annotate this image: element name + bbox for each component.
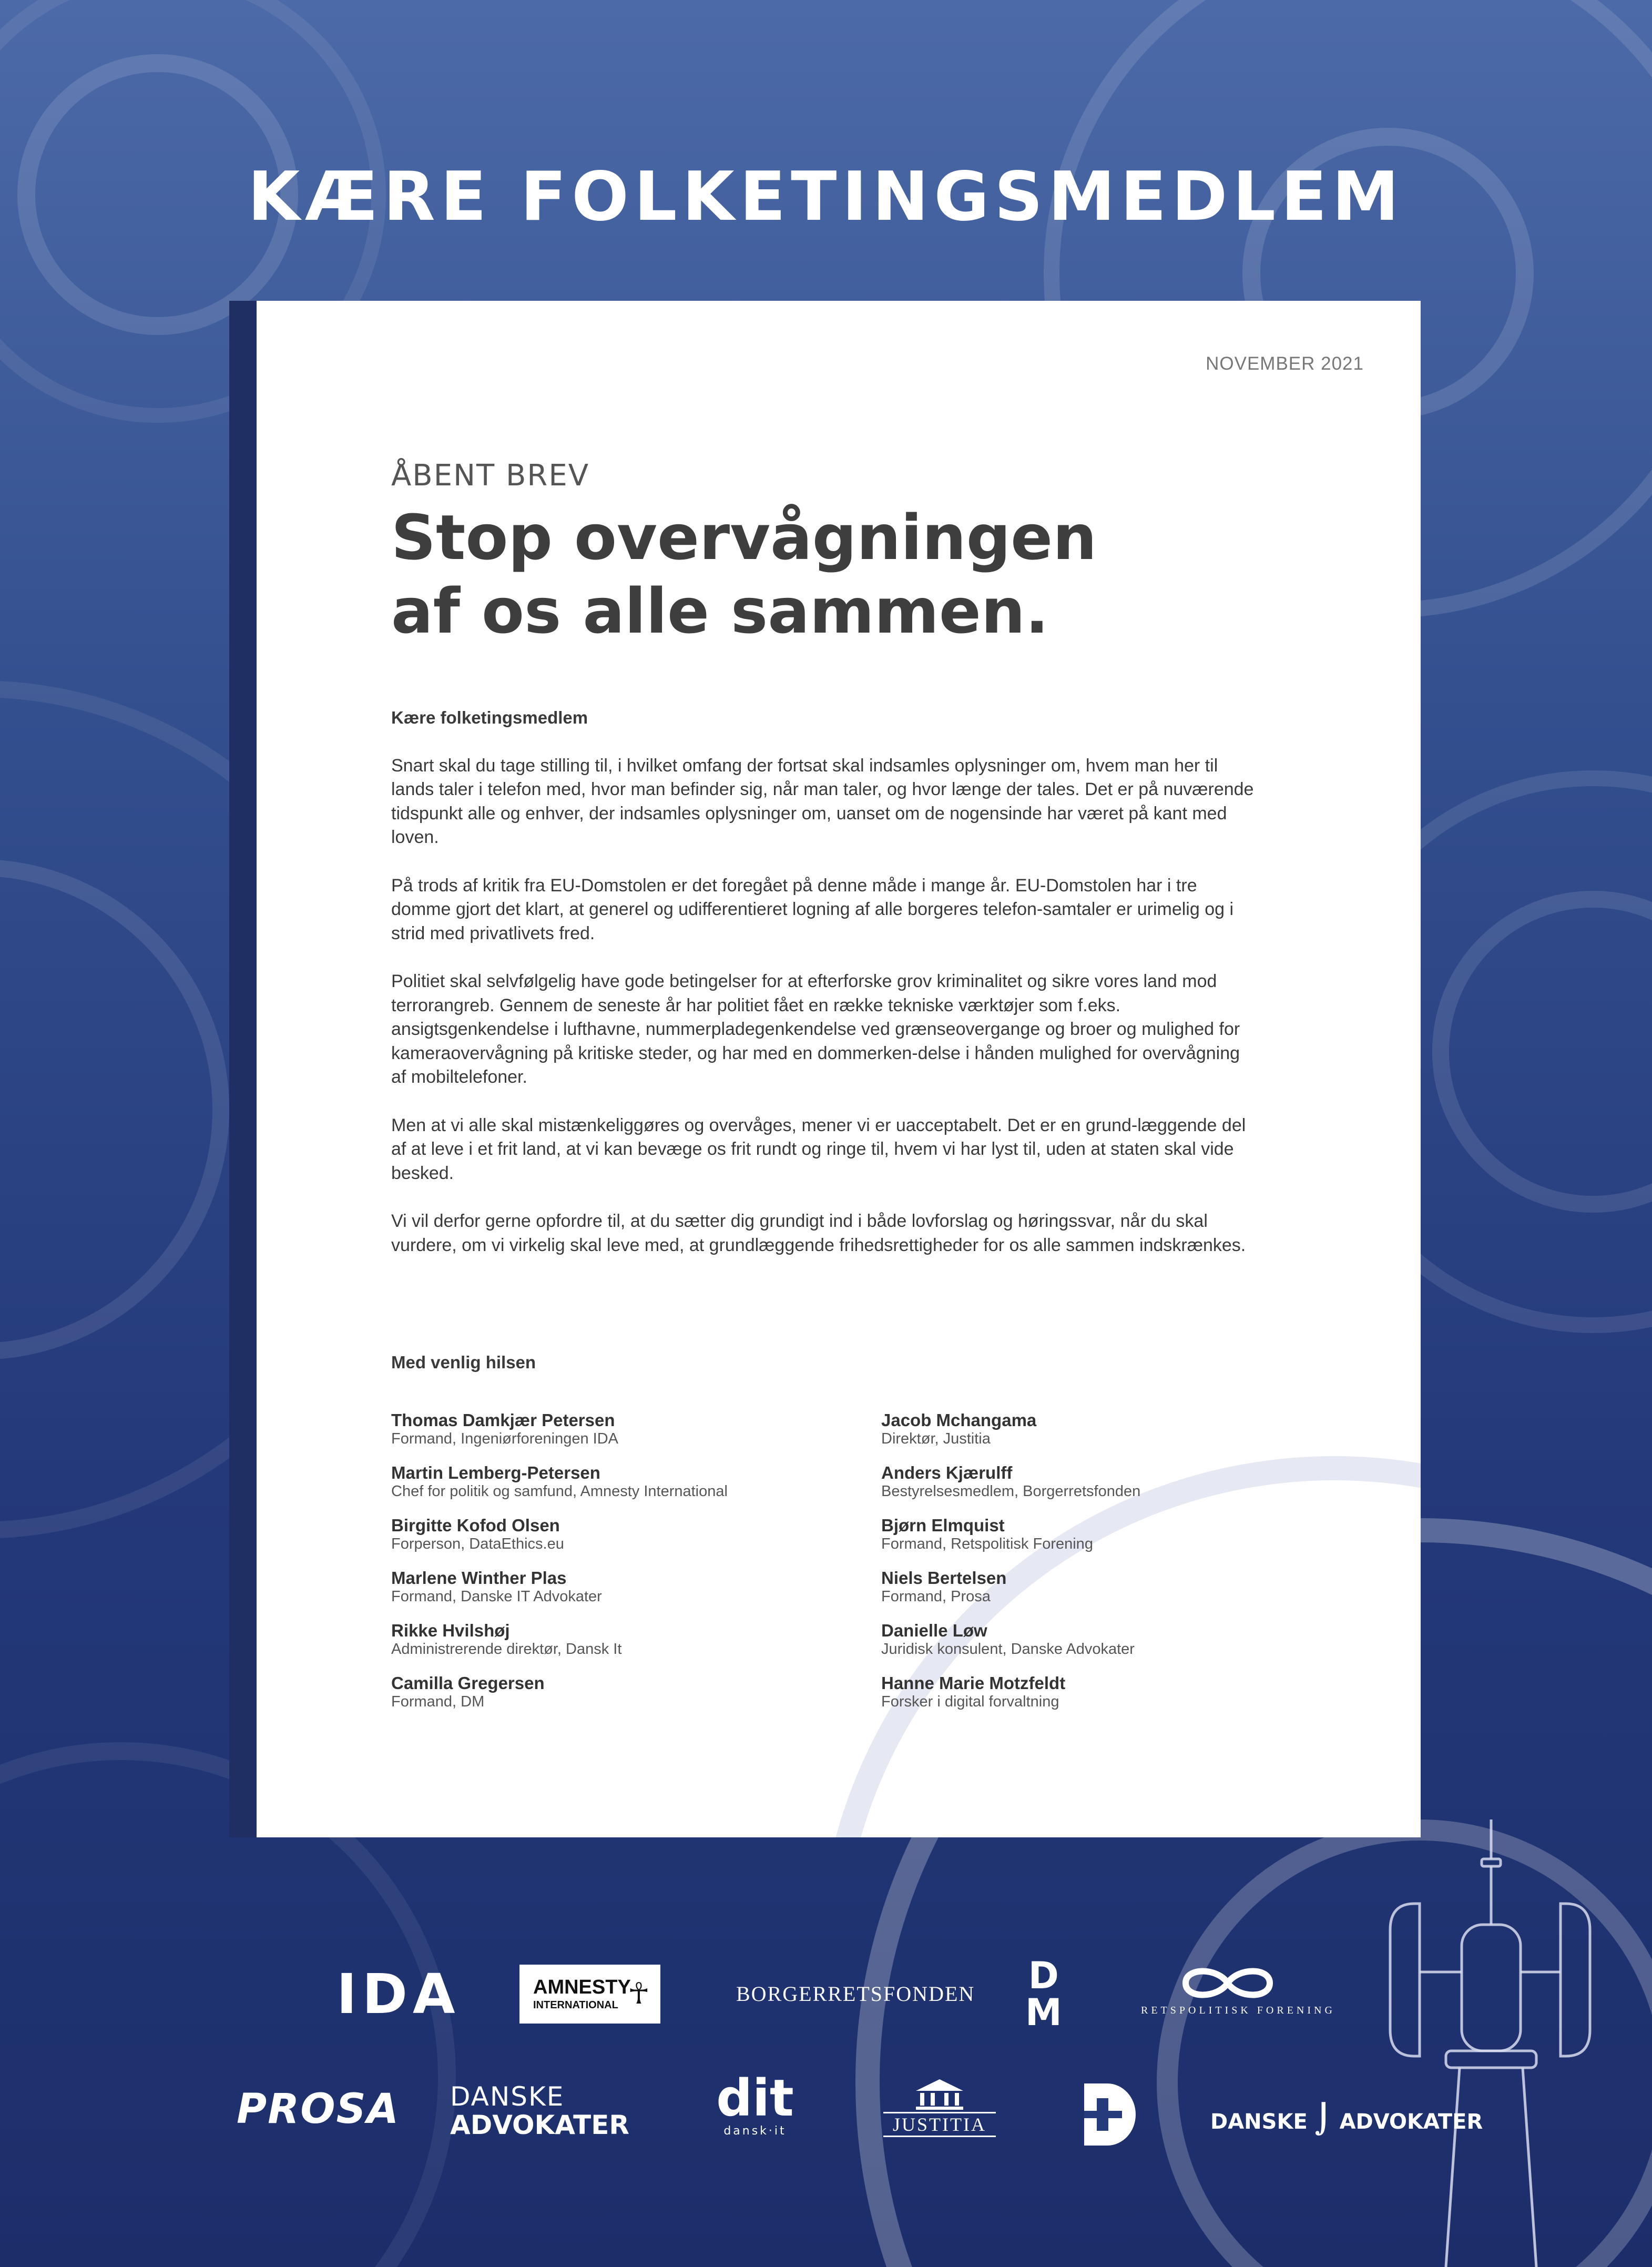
ida-logo: IDA [336,1962,461,2026]
signatory-role: Forsker i digital forvaltning [881,1693,1059,1710]
signatory [391,1621,864,1673]
signatory-name: Martin Lemberg-Petersen [391,1463,600,1482]
it-mark-icon: ⌡ [1314,2102,1332,2136]
letter-body [391,706,1259,1282]
signatory [391,1568,864,1621]
signatory-role: Formand, Retspolitisk Forening [881,1536,1093,1552]
signatory [881,1673,1354,1726]
signatory [881,1463,1354,1516]
letter-salutation: Kære folketingsmedlem [391,708,588,727]
signatory-name: Rikke Hvilshøj [391,1621,510,1640]
letter-kicker: ÅBENT BREV [391,459,590,493]
letter-paragraph-3: Politiet skal selvfølgelig have gode betingelser for at efterforske grov kriminalitet og sikre vores land mod terrorangreb. Gennem de seneste år har politiet fået en række tekniske værktøjer som f.eks. ansigtsgenkendelse i lufthavne, nummerpladegenkendelse ved grænseovergange og broer og mulighed for kameraovervågning på kritiske steder, og har med en dommerken-delse i hånden mulighed for overvågning af mobiltelefoner. [391,971,1240,1087]
signatory [881,1410,1354,1463]
signatory [881,1568,1354,1621]
amnesty-logo: AMNESTY INTERNATIONAL ☥ [519,1965,660,2024]
letter-paragraph-2: På trods af kritik fra EU-Domstolen er det foregået på denne måde i mange år. EU-Domstolen har i tre domme gjort det klart, at generel og udifferentieret logning af alle borgeres telefon-samtaler er urimelig og i strid med privatlivets fred. [391,875,1234,943]
signatory-name: Anders Kjærulff [881,1463,1013,1482]
borgerretsfonden-logo: BORGERRETSFONDEN [736,1982,975,2006]
signatory-name: Camilla Gregersen [391,1673,545,1693]
signatory-role: Bestyrelsesmedlem, Borgerretsfonden [881,1483,1141,1500]
candle-icon: ☥ [628,1977,650,2011]
letter-closing: Med venlig hilsen [391,1353,536,1372]
headline: KÆRE FOLKETINGSMEDLEM [248,158,1404,236]
danske-it-advokater-logo: DANSKE ⌡ ADVOKATER [1210,2102,1483,2136]
justitia-logo: JUSTITIA [883,2077,996,2137]
d-circle-logo [1081,2080,1139,2151]
letter-date: NOVEMBER 2021 [1206,353,1364,374]
letter-title-line-2: af os alle sammen. [391,575,1049,647]
temple-icon [911,2077,968,2110]
danske-advokater-logo: DANSKE ADVOKATER [450,2081,629,2140]
signatory-role: Juridisk konsulent, Danske Advokater [881,1641,1135,1658]
signatory-name: Danielle Løw [881,1621,987,1640]
signatory-name: Niels Bertelsen [881,1568,1007,1588]
signatory-role: Formand, Ingeniørforeningen IDA [391,1430,618,1447]
signatory [391,1410,864,1463]
retspolitisk-forening-logo: RETSPOLITISK FORENING [1141,1965,1314,2017]
antenna-tower-icon [1367,1809,1609,2267]
signatories-left [391,1410,864,1726]
signatory-role: Forperson, DataEthics.eu [391,1536,564,1552]
signatory-role: Administrerende direktør, Dansk It [391,1641,622,1658]
signatory-role: Chef for politik og samfund, Amnesty International [391,1483,728,1500]
letter-title [391,501,1338,648]
signatory-name: Thomas Damkjær Petersen [391,1410,615,1430]
signatory [881,1621,1354,1673]
prosa-logo: PROSA [237,2086,400,2133]
letter-title-line-1: Stop overvågningen [391,501,1097,574]
infinity-icon [1175,1965,1280,2001]
signatory [391,1463,864,1516]
signatory-role: Formand, DM [391,1693,485,1710]
dansk-it-logo: dit dansk·it [716,2069,794,2138]
letter-paragraph-4: Men at vi alle skal mistænkeliggøres og overvåges, mener vi er uacceptabelt. Det er en grund-læggende del af at leve i et frit land, at vi kan bevæge os frit rundt og ringe til, hvem vi har lyst til, uden at staten skal vide besked. [391,1115,1246,1183]
signatories-right [881,1410,1354,1726]
signatory [881,1516,1354,1568]
dm-logo: D M [1025,1954,1062,2034]
signatory-name: Hanne Marie Motzfeldt [881,1673,1066,1693]
signatory-name: Jacob Mchangama [881,1410,1037,1430]
letter-paragraph-1: Snart skal du tage stilling til, i hvilket omfang der fortsat skal indsamles oplysninger om, hvem man her til lands taler i telefon med, hvor man befinder sig, når man taler, og hvor længe der tales. Det er på nuværende tidspunkt alle og enhver, der indsamles oplysninger om, uanset om de nogensinde har været på kant med loven. [391,755,1254,847]
signatory-name: Bjørn Elmquist [881,1516,1005,1535]
signatory [391,1673,864,1726]
signatory-name: Marlene Winther Plas [391,1568,567,1588]
signatory-name: Birgitte Kofod Olsen [391,1516,560,1535]
signatory-role: Direktør, Justitia [881,1430,991,1447]
letter-paragraph-5: Vi vil derfor gerne opfordre til, at du sætter dig grundigt ind i både lovforslag og høringssvar, når du skal vurdere, om vi virkelig skal leve med, at grundlæggende frihedsrettigheder for os alle sammen indskrænkes. [391,1211,1246,1255]
signatory-role: Formand, Prosa [881,1588,991,1605]
d-mark-icon [1081,2080,1139,2149]
signatory-role: Formand, Danske IT Advokater [391,1588,602,1605]
signatory [391,1516,864,1568]
open-letter [257,301,1421,1837]
